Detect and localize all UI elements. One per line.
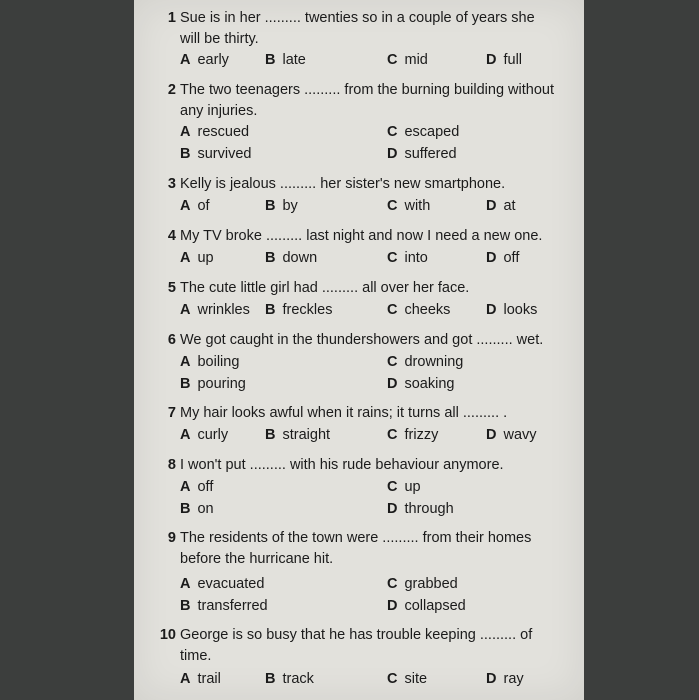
question-number: 3 bbox=[167, 176, 176, 192]
option-letter: C bbox=[387, 124, 398, 140]
option-a[interactable] bbox=[180, 669, 221, 690]
option-letter: C bbox=[387, 354, 398, 370]
option-text: drowning bbox=[404, 354, 464, 370]
option-a[interactable] bbox=[180, 196, 210, 217]
question-number: 10 bbox=[159, 627, 176, 643]
option-letter: B bbox=[265, 671, 276, 687]
option-letter: D bbox=[387, 501, 398, 517]
option-d[interactable] bbox=[486, 669, 524, 690]
option-text: pouring bbox=[197, 376, 246, 392]
question-number: 9 bbox=[167, 530, 176, 546]
option-c[interactable] bbox=[387, 50, 428, 71]
option-text: freckles bbox=[282, 302, 333, 318]
option-letter: B bbox=[265, 198, 276, 214]
option-letter: B bbox=[180, 146, 191, 162]
option-c[interactable] bbox=[387, 122, 459, 143]
option-letter: D bbox=[387, 376, 398, 392]
option-text: at bbox=[503, 198, 516, 214]
question-number: 7 bbox=[167, 405, 176, 421]
option-text: mid bbox=[404, 52, 428, 68]
option-text: up bbox=[404, 479, 421, 495]
option-c[interactable] bbox=[387, 425, 438, 446]
question-stem: The cute little girl had ......... all over her face. bbox=[180, 280, 470, 296]
option-text: through bbox=[404, 501, 454, 517]
option-a[interactable] bbox=[180, 574, 264, 595]
option-text: early bbox=[197, 52, 229, 68]
worksheet-page bbox=[134, 0, 584, 700]
option-text: by bbox=[282, 198, 298, 214]
option-b[interactable] bbox=[180, 144, 251, 165]
option-letter: C bbox=[387, 52, 398, 68]
option-letter: B bbox=[265, 52, 276, 68]
option-b[interactable] bbox=[265, 300, 332, 321]
option-letter: B bbox=[180, 501, 191, 517]
question-number: 8 bbox=[167, 457, 176, 473]
option-d[interactable] bbox=[486, 248, 519, 269]
option-c[interactable] bbox=[387, 196, 430, 217]
question-number: 5 bbox=[167, 280, 176, 296]
option-text: site bbox=[404, 671, 428, 687]
option-c[interactable] bbox=[387, 352, 463, 373]
option-a[interactable] bbox=[180, 477, 213, 498]
question-stem: Kelly is jealous ......... her sister's new smartphone. bbox=[180, 176, 506, 192]
option-letter: D bbox=[387, 146, 398, 162]
option-d[interactable] bbox=[486, 196, 516, 217]
option-letter: A bbox=[180, 354, 191, 370]
option-text: wavy bbox=[503, 427, 537, 443]
option-text: trail bbox=[197, 671, 221, 687]
option-letter: D bbox=[486, 52, 497, 68]
option-letter: A bbox=[180, 576, 191, 592]
option-a[interactable] bbox=[180, 122, 249, 143]
option-letter: A bbox=[180, 479, 191, 495]
option-text: wrinkles bbox=[197, 302, 250, 318]
option-a[interactable] bbox=[180, 300, 250, 321]
option-c[interactable] bbox=[387, 669, 427, 690]
option-text: curly bbox=[197, 427, 229, 443]
option-text: cheeks bbox=[404, 302, 451, 318]
option-text: boiling bbox=[197, 354, 240, 370]
option-text: survived bbox=[197, 146, 252, 162]
option-c[interactable] bbox=[387, 477, 421, 498]
option-text: up bbox=[197, 250, 214, 266]
option-text: down bbox=[282, 250, 318, 266]
option-text: full bbox=[503, 52, 523, 68]
option-b[interactable] bbox=[265, 669, 314, 690]
option-letter: B bbox=[180, 376, 191, 392]
option-text: evacuated bbox=[197, 576, 265, 592]
option-letter: C bbox=[387, 302, 398, 318]
option-letter: A bbox=[180, 124, 191, 140]
option-letter: C bbox=[387, 427, 398, 443]
question-number: 2 bbox=[167, 82, 176, 98]
option-letter: B bbox=[265, 250, 276, 266]
option-letter: A bbox=[180, 250, 191, 266]
option-letter: D bbox=[486, 302, 497, 318]
option-text: track bbox=[282, 671, 314, 687]
option-letter: C bbox=[387, 671, 398, 687]
option-b[interactable] bbox=[265, 248, 317, 269]
option-d[interactable] bbox=[387, 499, 454, 520]
option-text: looks bbox=[503, 302, 538, 318]
option-text: soaking bbox=[404, 376, 455, 392]
option-text: late bbox=[282, 52, 306, 68]
question-stem: Sue is in her ......... twenties so in a couple of years she will be thirty. bbox=[180, 10, 535, 47]
option-b[interactable] bbox=[180, 374, 246, 395]
option-text: off bbox=[197, 479, 214, 495]
question-stem: George is so busy that he has trouble keeping ......... of time. bbox=[180, 627, 533, 664]
question-stem: I won't put ......... with his rude behaviour anymore. bbox=[180, 457, 504, 473]
option-a[interactable] bbox=[180, 50, 229, 71]
question-stem: The residents of the town were ......... from their homes before the hurricane hit. bbox=[180, 530, 532, 567]
option-a[interactable] bbox=[180, 352, 239, 373]
option-text: on bbox=[197, 501, 214, 517]
option-c[interactable] bbox=[387, 300, 450, 321]
option-text: grabbed bbox=[404, 576, 458, 592]
question-number: 6 bbox=[167, 332, 176, 348]
option-d[interactable] bbox=[486, 425, 537, 446]
option-letter: A bbox=[180, 427, 191, 443]
option-text: straight bbox=[282, 427, 331, 443]
option-c[interactable] bbox=[387, 574, 458, 595]
option-b[interactable] bbox=[180, 596, 268, 617]
option-letter: C bbox=[387, 250, 398, 266]
option-text: escaped bbox=[404, 124, 460, 140]
option-letter: C bbox=[387, 479, 398, 495]
option-d[interactable] bbox=[387, 144, 457, 165]
option-letter: A bbox=[180, 52, 191, 68]
option-c[interactable] bbox=[387, 248, 428, 269]
option-text: ray bbox=[503, 671, 524, 687]
option-a[interactable] bbox=[180, 425, 228, 446]
option-letter: A bbox=[180, 198, 191, 214]
question-stem: The two teenagers ......... from the burning building without any injuries. bbox=[180, 82, 554, 119]
option-letter: C bbox=[387, 198, 398, 214]
option-text: with bbox=[404, 198, 431, 214]
option-b[interactable] bbox=[265, 50, 306, 71]
option-text: of bbox=[197, 198, 210, 214]
option-text: into bbox=[404, 250, 428, 266]
option-b[interactable] bbox=[265, 196, 298, 217]
option-b[interactable] bbox=[180, 499, 214, 520]
option-letter: D bbox=[486, 427, 497, 443]
question-number: 1 bbox=[167, 10, 176, 26]
question-stem: My hair looks awful when it rains; it turns all ......... . bbox=[180, 405, 508, 421]
option-letter: A bbox=[180, 671, 191, 687]
option-text: suffered bbox=[404, 146, 457, 162]
option-d[interactable] bbox=[387, 374, 454, 395]
option-letter: B bbox=[180, 598, 191, 614]
option-b[interactable] bbox=[265, 425, 330, 446]
option-text: rescued bbox=[197, 124, 250, 140]
option-text: transferred bbox=[197, 598, 268, 614]
question-number: 4 bbox=[167, 228, 176, 244]
option-d[interactable] bbox=[387, 596, 466, 617]
option-letter: C bbox=[387, 576, 398, 592]
option-letter: D bbox=[486, 250, 497, 266]
option-text: collapsed bbox=[404, 598, 466, 614]
option-letter: A bbox=[180, 302, 191, 318]
question-stem: We got caught in the thundershowers and got ......... wet. bbox=[180, 332, 544, 348]
option-text: frizzy bbox=[404, 427, 439, 443]
option-d[interactable] bbox=[486, 300, 537, 321]
option-text: off bbox=[503, 250, 520, 266]
option-letter: D bbox=[486, 198, 497, 214]
option-letter: B bbox=[265, 427, 276, 443]
question-stem: My TV broke ......... last night and now I need a new one. bbox=[180, 228, 543, 244]
option-d[interactable] bbox=[486, 50, 522, 71]
option-letter: D bbox=[387, 598, 398, 614]
option-letter: D bbox=[486, 671, 497, 687]
option-a[interactable] bbox=[180, 248, 214, 269]
option-letter: B bbox=[265, 302, 276, 318]
